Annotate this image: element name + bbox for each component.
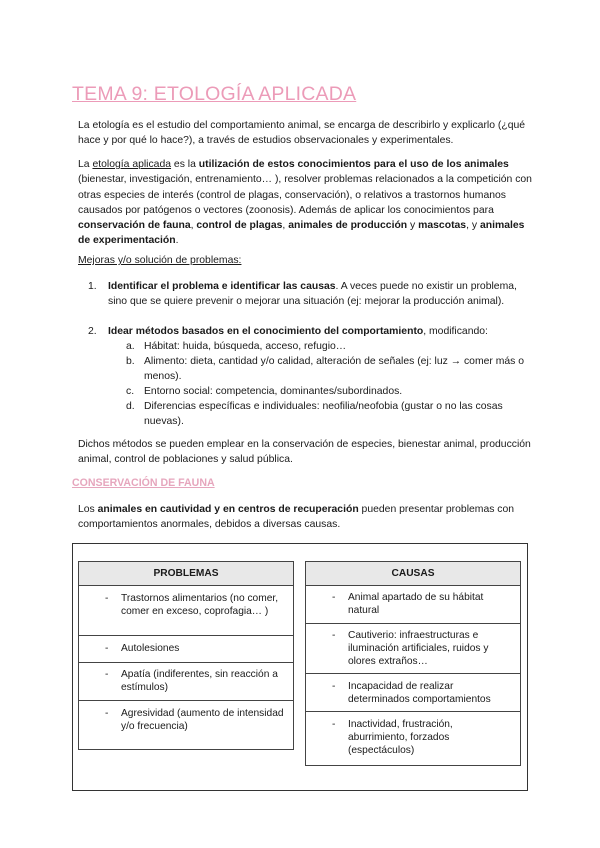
table-row (79, 663, 293, 701)
causas-table-header: CAUSAS (306, 562, 520, 586)
page-title: TEMA 9: ETOLOGÍA APLICADA (72, 83, 357, 105)
table-row (79, 636, 293, 663)
section-heading-conservacion: CONSERVACIÓN DE FAUNA (72, 477, 215, 489)
list-number: 1. (88, 281, 97, 292)
sub-list-letter: c. (126, 386, 135, 397)
table-cell: Animal apartado de su hábitat natural (348, 592, 484, 616)
table-cell: Trastornos alimentarios (no comer, comer en exceso, coprofagia… ) (121, 593, 279, 617)
row-dash: - (105, 669, 109, 680)
sub-list-letter: a. (126, 341, 135, 352)
problemas-table (78, 561, 294, 750)
row-dash: - (332, 681, 336, 692)
table-cell: Incapacidad de realizar determinados comportamientos (348, 681, 491, 705)
table-row (306, 624, 520, 674)
table-cell: Apatía (indiferentes, sin reacción a estímulos) (121, 669, 278, 693)
sub-list-item (126, 339, 528, 354)
problemas-table-header: PROBLEMAS (79, 562, 293, 586)
table-row (306, 712, 520, 766)
list-item: 1. Identificar el problema e identificar las causas. A veces puede no existir un problema, sino que se quiere prevenir o mejorar una situación (ej: mejorar la producción animal). (88, 281, 517, 308)
table-cell: Inactividad, frustración, aburrimiento, forzados (espectáculos) (348, 719, 453, 756)
causas-table (305, 561, 521, 766)
list-item: 2. Idear métodos basados en el conocimiento del comportamiento, modificando: (88, 324, 528, 339)
row-dash: - (105, 643, 109, 654)
table-row (79, 701, 293, 750)
sub-list-item (126, 354, 528, 385)
table-cell: Autolesiones (121, 643, 180, 654)
table-row (306, 586, 520, 624)
mejoras-heading: Mejoras y/o solución de problemas: (78, 255, 242, 266)
row-dash: - (105, 593, 109, 604)
sub-list-text: Entorno social: competencia, dominantes/subordinados. (144, 386, 403, 397)
row-dash: - (332, 592, 336, 603)
list-number: 2. (88, 326, 97, 337)
etologia-aplicada-paragraph: La etología aplicada es la utilización de estos conocimientos para el uso de los animales (bienestar, investigación, entrenamiento… ), resolver problemas relacionados a la competición con otras especies de interés (control de plagas, conservación), o relativos a trastornos humanos causados por patógenos o vectores (zoonosis). Además de aplicar los conocimientos para conservación de fauna, control de plagas, animales de producción y mascotas, y animales de experimentación. (78, 159, 532, 247)
row-dash: - (105, 708, 109, 719)
table-row (306, 674, 520, 712)
conservacion-paragraph: Los animales en cautividad y en centros de recuperación pueden presentar problemas con comportamientos anormales, debidos a diversas causas. (78, 504, 515, 531)
sub-list-letter: b. (126, 356, 135, 367)
row-dash: - (332, 719, 336, 730)
table-cell: Cautiverio: infraestructuras e iluminación artificiales, ruidos y olores extraños… (348, 630, 489, 667)
sub-list-item (126, 384, 528, 399)
sub-list-text: Hábitat: huida, búsqueda, acceso, refugio… (144, 341, 347, 352)
sub-list-item (126, 399, 528, 430)
dichos-paragraph: Dichos métodos se pueden emplear en la conservación de especies, bienestar animal, producción animal, control de poblaciones y salud pública. (78, 439, 531, 466)
table-row (79, 586, 293, 636)
row-dash: - (332, 630, 336, 641)
sub-list-letter: d. (126, 401, 135, 412)
intro-paragraph: La etología es el estudio del comportamiento animal, se encarga de describirlo y explicarlo (¿qué hace y por qué lo hace?), a través de estudios observacionales y experimentales. (78, 120, 526, 147)
table-cell: Agresividad (aumento de intensidad y/o frecuencia) (121, 708, 284, 732)
sub-list-text: Alimento: dieta, cantidad y/o calidad, alteración de señales (ej: luz → comer más o menos). (144, 356, 525, 383)
sub-list-text: Diferencias específicas e individuales: neofilia/neofobia (gustar o no las cosas nuevas). (144, 401, 503, 428)
